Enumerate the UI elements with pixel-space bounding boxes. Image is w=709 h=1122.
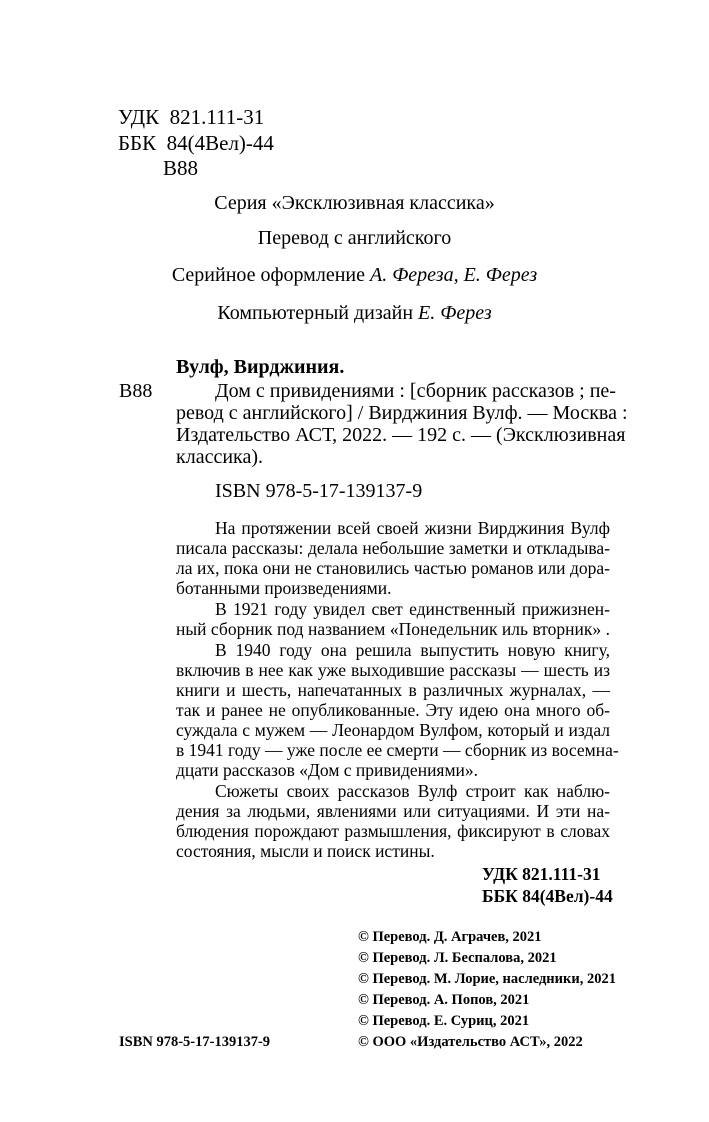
author-mark: В88	[163, 156, 199, 180]
udk-value: 821.111-31	[169, 105, 265, 129]
series-line: Серия «Эксклюзивная классика»	[214, 192, 495, 214]
footer-bbk: ББК 84(4Вел)-44	[482, 886, 613, 906]
annotation-line: Сюжеты своих рассказов Вулф строит как наблю-	[215, 781, 610, 801]
catalog-mark: В88	[119, 380, 153, 402]
catalog-line-3: Издательство АСТ, 2022. — 192 с. — (Эксклюзивная	[176, 424, 626, 446]
bbk-value: 84(4Вел)-44	[166, 131, 274, 155]
computer-design-prefix: Компьютерный дизайн	[217, 302, 419, 324]
annotation-line: писала рассказы: делала небольшие заметки и откладыва-	[176, 538, 610, 558]
annotation-line: ла их, пока они не становились частью романов или дора-	[176, 558, 610, 578]
series-design-names: А. Фереза, Е. Ферез	[369, 264, 538, 286]
catalog-isbn: ISBN 978-5-17-139137-9	[215, 480, 423, 502]
annotation-line: На протяжении всей своей жизни Вирджиния Вулф	[215, 518, 610, 538]
bbk-label: ББК	[118, 131, 157, 155]
copyright-line: © Перевод. Л. Беспалова, 2021	[358, 950, 557, 966]
annotation-line: дцати рассказов «Дом с привидениями».	[176, 760, 479, 780]
annotation-line: в 1941 году — уже после ее смерти — сборник из восемна-	[176, 740, 619, 760]
annotation-line: В 1921 году увидел свет единственный прижизнен-	[215, 599, 610, 619]
copyright-line: © ООО «Издательство АСТ», 2022	[358, 1034, 583, 1050]
annotation-line: блюдения порождают размышления, фиксируют в словах	[176, 821, 610, 841]
series-design-line	[0, 265, 709, 285]
udk-label: УДК	[118, 105, 160, 129]
annotation-line: дения за людьми, явлениями или ситуациями. И эти на-	[176, 801, 610, 821]
footer-udk: УДК 821.111-31	[482, 864, 601, 884]
udk-code	[118, 107, 264, 128]
annotation-line: состояния, мысли и поиск истины.	[176, 841, 435, 861]
annotation-line: так и ранее не опубликованные. Эту идею она много об-	[176, 700, 610, 720]
series-design-prefix: Серийное оформление	[171, 264, 370, 286]
annotation-line: ный сборник под названием «Понедельник иль вторник» .	[176, 619, 610, 639]
catalog-line-4: классика).	[176, 446, 263, 468]
computer-design-name: Е. Ферез	[418, 302, 492, 324]
annotation-line: В 1940 году она решила выпустить новую книгу,	[215, 640, 610, 660]
annotation-line: суждала с мужем — Леонардом Вулфом, который и издал	[176, 720, 610, 740]
annotation-line: включив в нее как уже выходившие рассказы — шесть из	[176, 660, 610, 680]
isbn-bottom: ISBN 978-5-17-139137-9	[119, 1034, 271, 1050]
copyright-line: © Перевод. Е. Суриц, 2021	[358, 1013, 530, 1029]
copyright-line: © Перевод. А. Попов, 2021	[358, 992, 530, 1008]
bbk-code	[118, 133, 274, 154]
translation-line: Перевод с английского	[257, 227, 452, 249]
copyright-line: © Перевод. М. Лорие, наследники, 2021	[358, 971, 616, 987]
copyright-line: © Перевод. Д. Аграчев, 2021	[358, 929, 542, 945]
annotation-line: книги и шесть, напечатанных в различных журналах, —	[176, 680, 610, 700]
catalog-line-1: Дом с привидениями : [сборник рассказов ; пе-	[215, 380, 616, 402]
computer-design-line	[0, 303, 709, 323]
catalog-author: Вулф, Вирджиния.	[176, 356, 345, 378]
annotation-line: ботанными произведениями.	[176, 578, 392, 598]
catalog-line-2: ревод с английского] / Вирджиния Вулф. — Москва :	[176, 402, 628, 424]
